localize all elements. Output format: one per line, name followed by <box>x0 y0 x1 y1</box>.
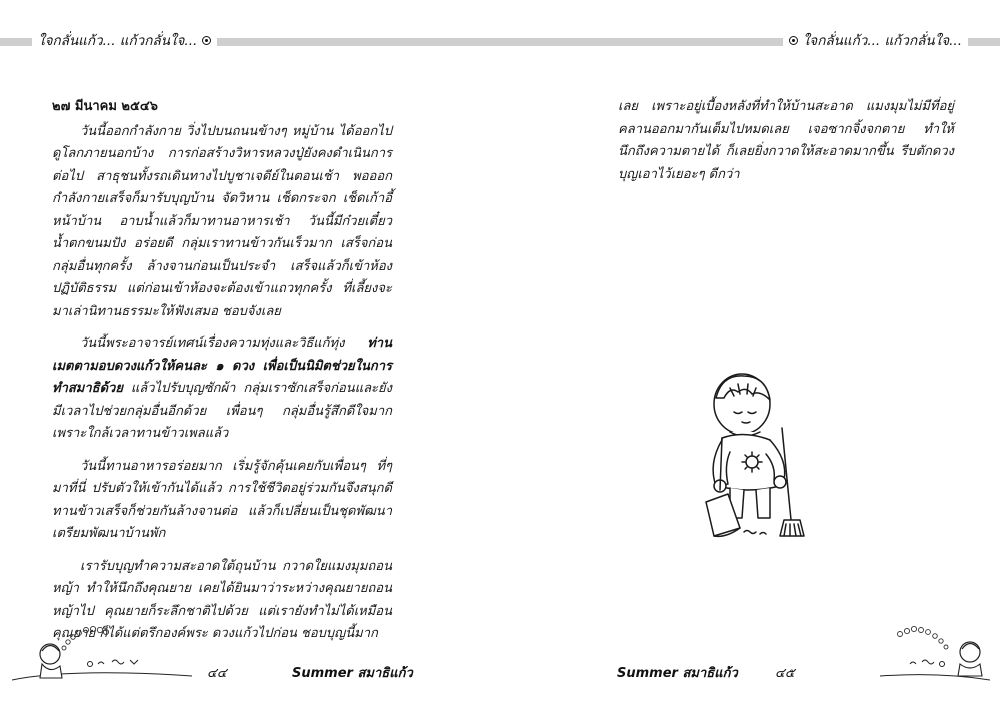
scribble-icon <box>88 660 139 667</box>
header-title: ใจกลั่นแก้ว... แก้วกลั่นใจ... <box>802 33 962 49</box>
page-number: ๔๔ <box>207 666 227 681</box>
bullet-icon <box>789 36 798 45</box>
child-kneeling-icon <box>958 642 982 676</box>
paragraph: วันนี้ทานอาหารอร่อยมาก เริ่มรู้จักคุ้นเคยกับเพื่อนๆ ที่ๆ มาที่นี่ ปรับตัวให้เข้ากันได้แล้ว การใช้ชีวิตอยู่ร่วมกันจึงสนุกดีทานข้าวเสร็จก็ช่วยกันล้างจานต่อ แล้วก็เปลี่ยนเป็นชุดพัฒนาเตรียมพัฒนาบ้านพัก <box>52 458 392 541</box>
running-header <box>783 30 968 52</box>
diary-date: ๒๗ มีนาคม ๒๕๔๖ <box>52 99 158 114</box>
footer-title: Summer สมาธิแก้ว <box>617 666 738 681</box>
bullet-icon <box>202 36 211 45</box>
child-sweeping-illustration <box>700 368 820 543</box>
child-kneeling-icon <box>40 644 62 678</box>
footer-decoration <box>880 618 990 688</box>
paragraph: เลย เพราะอยู่เบื้องหลังที่ทำให้บ้านสะอาด แมงมุมไม่มีที่อยู่ คลานออกมากันเต็มไปหมดเลย เจอซากจิ้งจกตาย ทำให้นึกถึงความตายได้ ก็เลยยิ่งกวาดให้สะอาดมากขึ้น รีบตักดวงบุญเอาไว้เยอะๆ ดีกว่า <box>618 99 954 182</box>
paragraph-text: วันนี้พระอาจารย์เทศน์เรื่องความทุ่งและวิธีแก้ทุ่ง <box>80 336 345 351</box>
bubble-trail-icon <box>62 626 109 650</box>
right-page <box>500 0 1000 707</box>
running-header <box>32 30 217 52</box>
paragraph: วันนี้ออกกำลังกาย วิ่งไปบนถนนข้างๆ หมู่บ้าน ได้ออกไปดูโลกภายนอกบ้าง การก่อสร้างวิหารหลวงปู่ยังคงดำเนินการต่อไป สาธุชนทั้งรถเดินทางไปบูชาเจดีย์ในตอนเช้า พอออกกำลังกายเสร็จก็มารับบุญบ้าน จัดวิหาน เช็ดกระจก เช็ดเก้าอี้หน้าบ้าน อาบน้ำแล้วก็มาทานอาหารเช้า วันนี้มีก๋วยเตี๋ยวน้ำตกขนมปัง อร่อยดี กลุ่มเราทานข้าวกันเร็วมาก เสร็จก่อนกลุ่มอื่นทุกครั้ง ล้างจานก่อนเป็นประจำ เสร็จแล้วก็เข้าห้องปฏิบัติธรรม แต่ก่อนเข้าห้องจะต้องเข้าแถวทุกครั้ง ที่เลี้ยงจะมาเล่านิทานธรรมะให้ฟังเสมอ ชอบจังเลย <box>52 123 392 319</box>
paragraph: เรารับบุญทำความสะอาดใต้ถุนบ้าน กวาดใยแมงมุมถอนหญ้า ทำให้นึกถึงคุณยาย เคยได้ยินมาว่าระหว่างคุณยายถอนหญ้าไป คุณยายก็ระลึกชาติไปด้วย แต่เรายังทำไม่ได้เหมือนคุณยาย ก็ได้แต่ตรึกองค์พระ ดวงแก้วไปก่อน ชอบบุญนี้มาก <box>52 558 392 641</box>
scribble-icon <box>910 660 945 667</box>
paragraph <box>52 333 392 446</box>
paragraph-text: แล้วไปรับบุญซักผ้า กลุ่มเราซักเสร็จก่อนและยังมีเวลาไปช่วยกลุ่มอื่นอีกด้วย เพื่อนๆ กลุ่มอื่นรู้สึกดีใจมาก เพราะใกล้เวลาทานข้าวเพลแล้ว <box>52 381 392 441</box>
footer-title: Summer สมาธิแก้ว <box>292 666 413 681</box>
bubble-trail-icon <box>898 626 949 649</box>
emphasis-text: ท่านเมตตามอบดวงแก้วให้คนละ ๑ ดวง เพื่อเป็นนิมิตช่วยในการทำสมาธิด้วย <box>52 336 392 396</box>
header-title: ใจกลั่นแก้ว... แก้วกลั่นใจ... <box>38 33 198 49</box>
body-text <box>52 96 392 656</box>
body-text <box>618 96 954 196</box>
page-number: ๔๕ <box>775 666 795 681</box>
footer-decoration <box>12 618 192 688</box>
